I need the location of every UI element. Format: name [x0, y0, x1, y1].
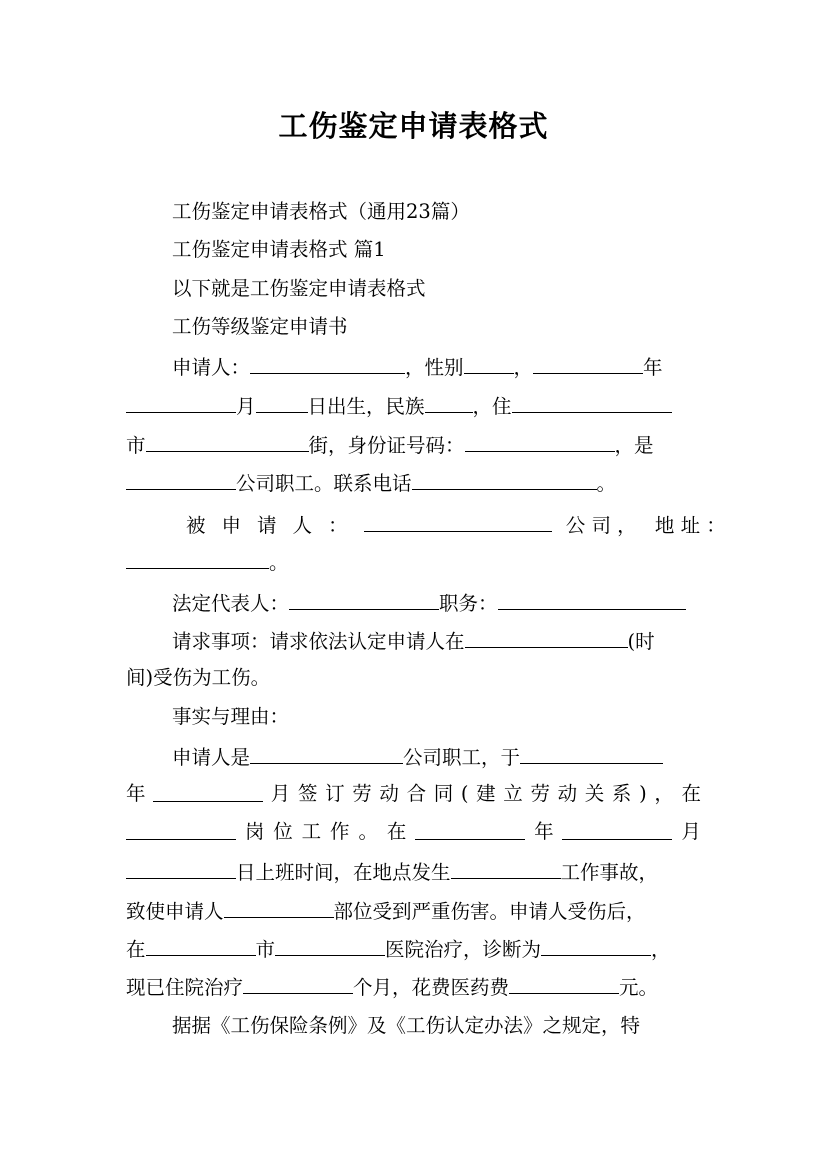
blank-employer[interactable] — [250, 744, 403, 764]
facts-line-1: 申请人是 公司职工，于 — [172, 744, 663, 770]
blank-legal-rep[interactable] — [289, 590, 439, 610]
blank-birth-month[interactable] — [126, 393, 236, 413]
form-heading: 工伤等级鉴定申请书 — [172, 315, 348, 338]
facts-line-5: 致使申请人 部位受到严重伤害。申请人受伤后， — [126, 900, 646, 923]
blank-id-number[interactable] — [465, 432, 615, 452]
respondent-line: 被申请人： 公 司 ， 地 址 ： — [186, 514, 726, 537]
applicant-line-1: 申请人： ，性别 ， 年 — [172, 356, 663, 379]
blank-respondent-company[interactable] — [364, 512, 552, 532]
intro-line: 工伤鉴定申请表格式（通用23篇） — [172, 200, 470, 223]
document-title: 工伤鉴定申请表格式 — [278, 109, 549, 143]
blank-phone[interactable] — [412, 470, 597, 490]
claim-line: 请求事项：请求依法认定申请人在 (时 — [172, 630, 655, 653]
blank-hospital[interactable] — [275, 936, 385, 956]
respondent-address-line: 。 — [126, 549, 289, 575]
blank-location[interactable] — [451, 859, 561, 879]
applicant-line-3: 市 街，身份证号码： ，是 — [126, 434, 654, 457]
blank-job-post[interactable] — [126, 820, 236, 840]
blank-hospital-city[interactable] — [146, 936, 256, 956]
intro-sentence: 以下就是工伤鉴定申请表格式 — [172, 277, 426, 300]
blank-accident-month[interactable] — [562, 820, 672, 840]
blank-gender[interactable] — [464, 354, 514, 374]
facts-heading: 事实与理由： — [172, 705, 290, 728]
facts-line-4: 日上班时间，在地点发生 工作事故， — [126, 859, 658, 885]
legal-rep-line: 法定代表人： 职务： — [172, 590, 686, 616]
facts-line-6: 在 市 医院治疗，诊断为 ， — [126, 938, 671, 961]
blank-residence[interactable] — [512, 393, 672, 413]
blank-contract-year[interactable] — [520, 744, 663, 764]
blank-injury-time[interactable] — [465, 628, 628, 648]
blank-city[interactable] — [146, 432, 309, 452]
applicant-line-4: 公司职工。联系电话 。 — [126, 470, 616, 496]
blank-body-part[interactable] — [224, 898, 334, 918]
legal-basis-line: 据据《工伤保险条例》及《工伤认定办法》之规定，特 — [172, 1014, 641, 1037]
applicant-line-2: 月 日出生，民族 ，住 — [126, 393, 672, 419]
blank-months[interactable] — [243, 974, 353, 994]
blank-birth-year[interactable] — [533, 354, 643, 374]
facts-line-7: 现已住院治疗 个月，花费医药费 元。 — [126, 976, 659, 999]
blank-diagnosis[interactable] — [541, 936, 651, 956]
blank-company[interactable] — [126, 470, 236, 490]
blank-ethnicity[interactable] — [425, 393, 473, 413]
section-heading: 工伤鉴定申请表格式 篇1 — [172, 238, 386, 261]
blank-name[interactable] — [250, 354, 405, 374]
blank-accident-year[interactable] — [415, 820, 525, 840]
facts-line-2: 年 月 签 订 劳 动 合 同 ( 建 立 劳 动 关 系 ) ， 在 — [126, 782, 701, 805]
blank-medical-cost[interactable] — [509, 974, 619, 994]
blank-position[interactable] — [498, 590, 686, 610]
facts-line-3: 岗 位 工 作 。 在 年 月 — [126, 820, 701, 844]
blank-accident-day[interactable] — [126, 859, 236, 879]
blank-contract-month[interactable] — [153, 782, 263, 802]
blank-address[interactable] — [126, 549, 269, 569]
claim-line-2: 间)受伤为工伤。 — [126, 666, 271, 689]
blank-birth-day[interactable] — [256, 393, 308, 413]
